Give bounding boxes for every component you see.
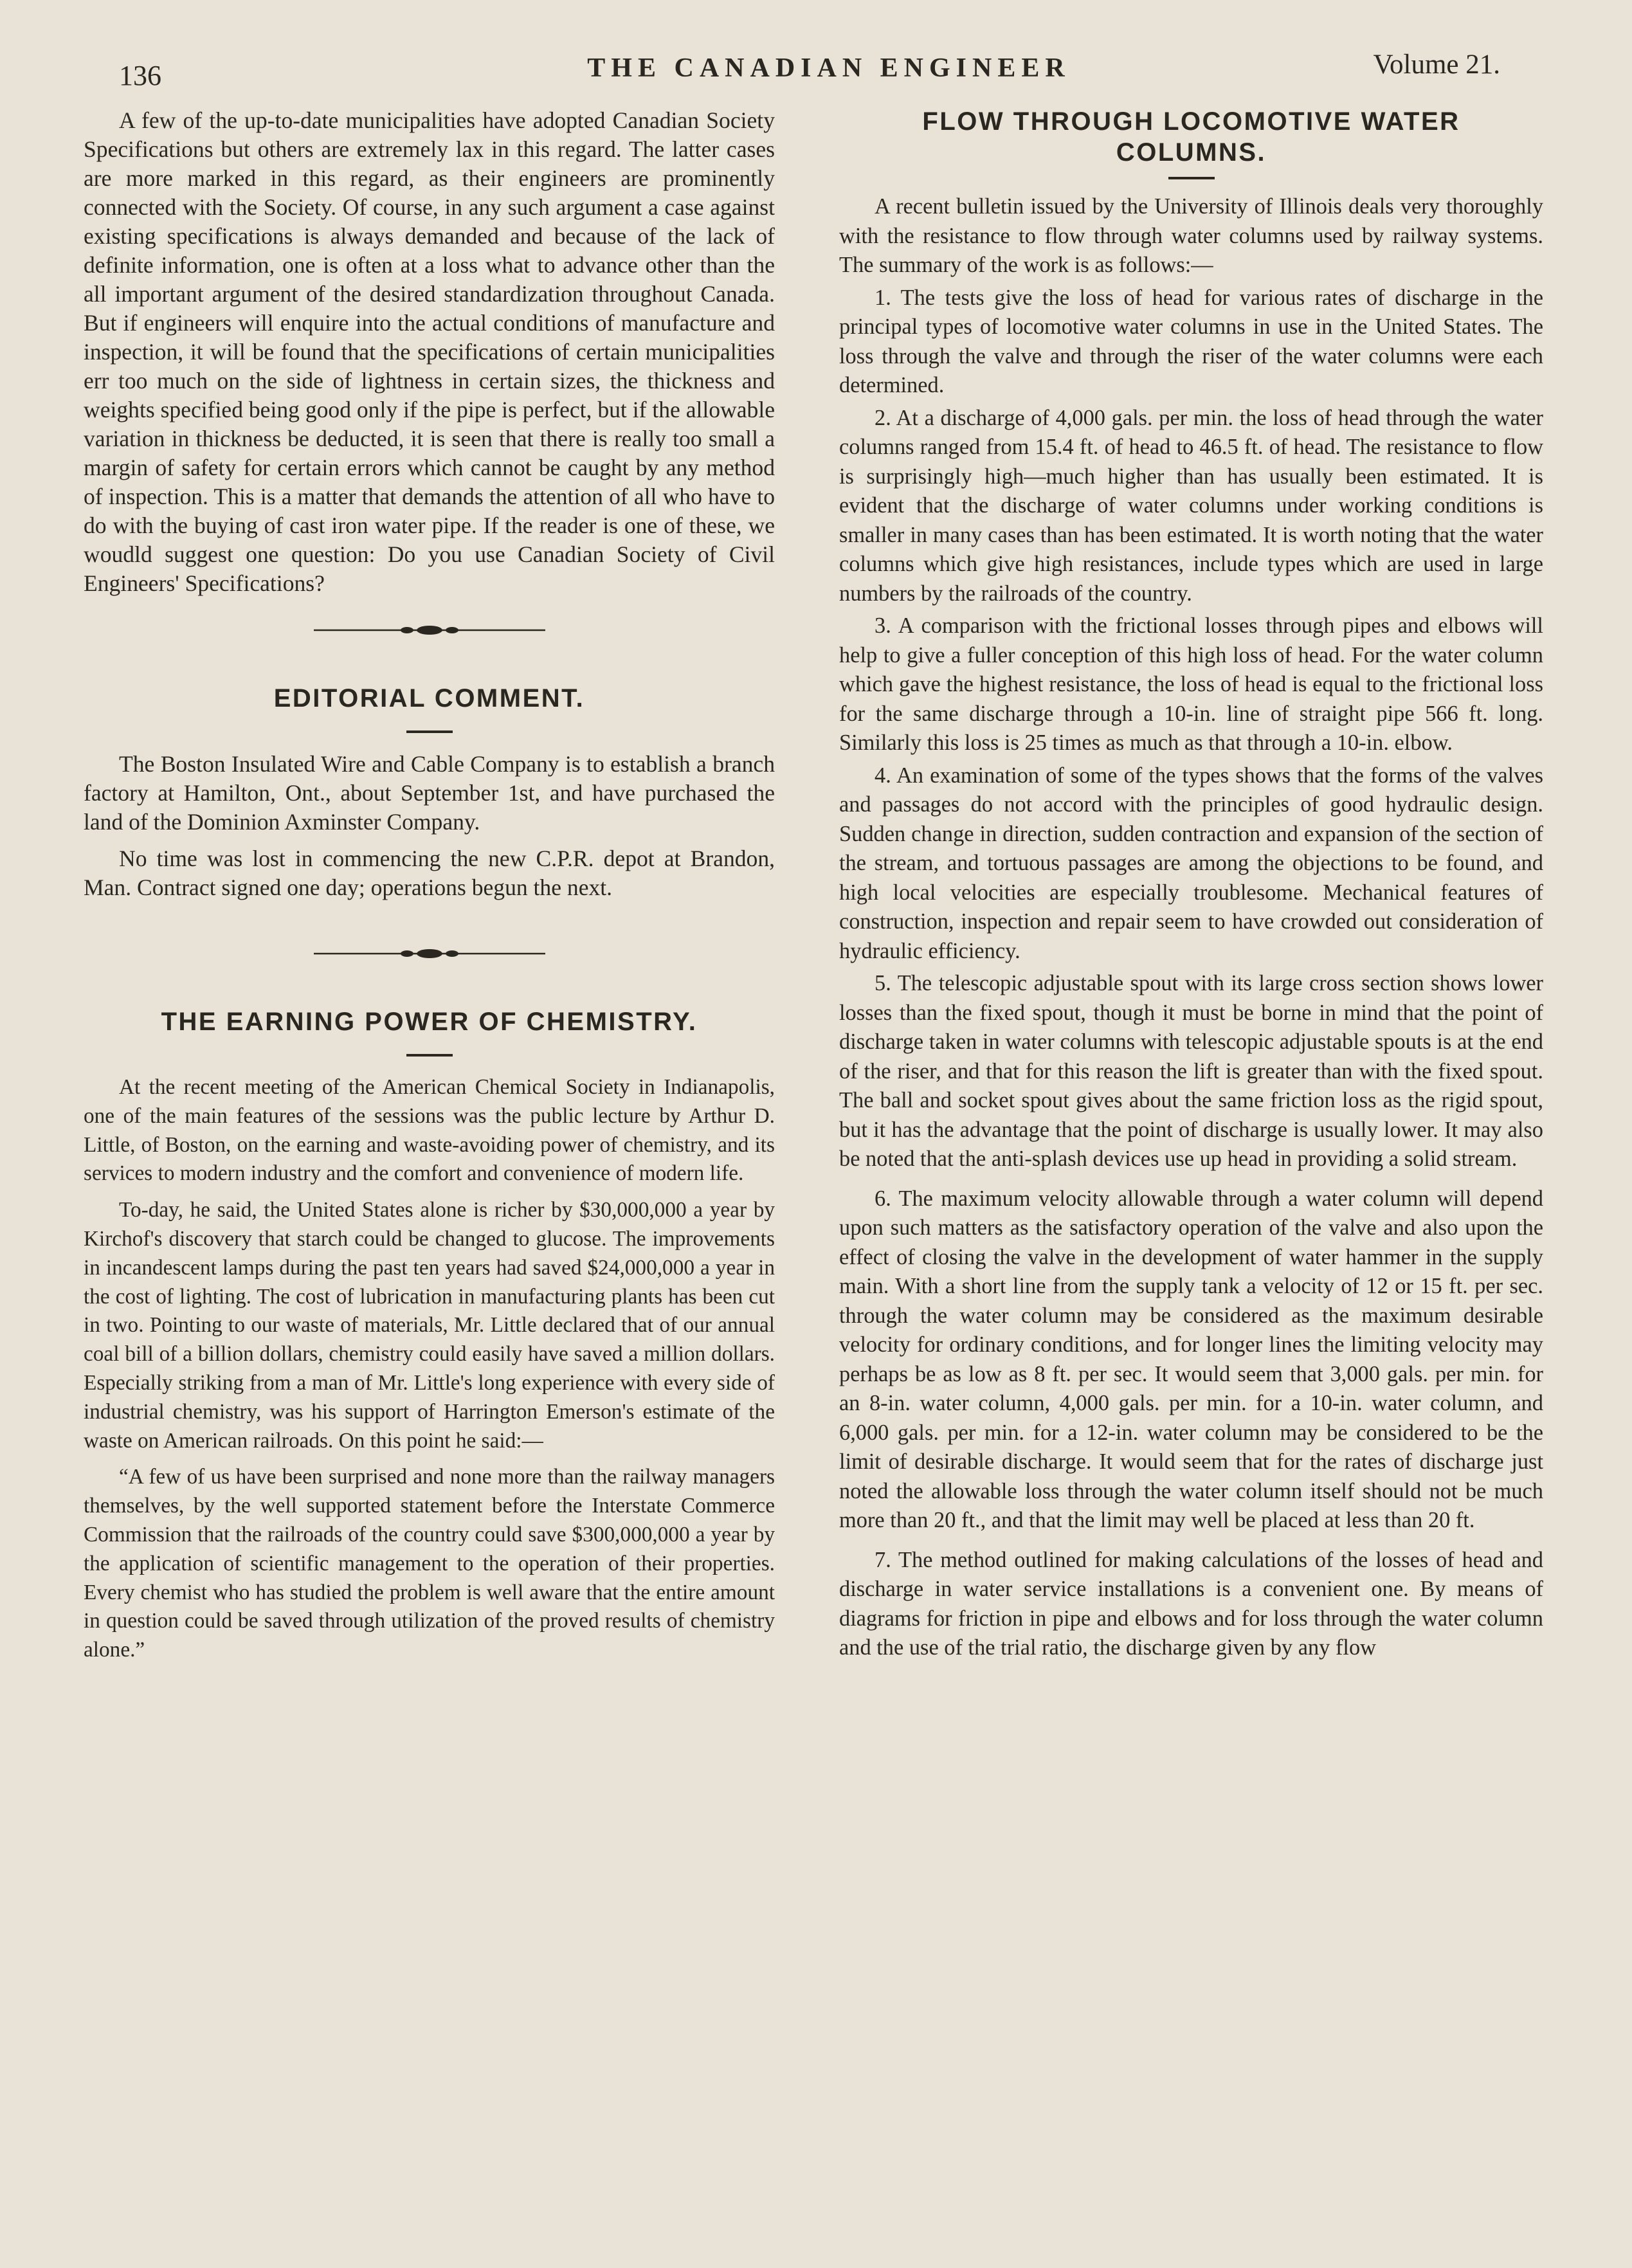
flow-paragraph: 4. An examination of some of the types shows that the forms of the valves and passages do not accord with the principles of good hydraulic design. Sudden change in direction, sudden contraction and expansion of the section of the stream, and tortuous passages are among the objections to be found, and high local velocities are especially troublesome. Mechanical features of construction, inspection and repair seem to have crowded out consideration of hydraulic efficiency. xyxy=(839,763,1543,963)
section-ornament-1 xyxy=(314,624,545,637)
chemistry-quote: “A few of us have been surprised and none more than the railway managers themselves, by the well supported statement before the Interstate Commerce Commission that the railroads of the country could save $300,000,000 a year by the application of scientific management to the operation of their properties. Every chemist who has studied the problem is well aware that the entire amount in question could be saved through utilization of the proved results of chemistry alone.” xyxy=(84,1465,775,1662)
chemistry-paragraph: At the recent meeting of the American Chemical Society in Indianapolis, one of the main features of the sessions was the public lecture by Arthur D. Little, of Boston, on the earning and waste-avoiding power of chemistry, and its services to modern industry and the comfort and convenience of modern life. xyxy=(84,1075,775,1186)
editorial-comment-heading: EDITORIAL COMMENT. xyxy=(273,684,585,712)
chemistry-article xyxy=(84,1073,775,1665)
flow-paragraph: A recent bulletin issued by the University of Illinois deals very thoroughly with the resistance to flow through water columns used by railway systems. The summary of the work is as follows:— xyxy=(839,194,1543,277)
chemistry-paragraph: To-day, he said, the United States alone is richer by $30,000,000 a year by Kirchof's discovery that starch could be changed to glucose. The improvements in incandescent lamps during the past ten years had saved $24,000,000 a year in the cost of lighting. The cost of lubrication in manufacturing plants has been cut in two. Pointing to our waste of materials, Mr. Little declared that of our annual coal bill of a billion dollars, chemistry could easily have saved a million dollars. Especially striking from a man of Mr. Little's long experience with every side of industrial chemistry, was his support of Harrington Emerson's estimate of the waste on American railroads. On this point he said:— xyxy=(84,1198,775,1453)
flow-paragraph: 1. The tests give the loss of head for various rates of discharge in the principal types of locomotive water columns in use in the United States. The loss through the valve and through the riser of the water columns were each determined. xyxy=(839,285,1543,397)
section-ornament-2 xyxy=(314,947,545,960)
flow-paragraph: 2. At a discharge of 4,000 gals. per min. the loss of head through the water columns ranged from 15.4 ft. of head to 46.5 ft. of head. The resistance to flow is surprisingly high—much higher than has usually been estimated. It is evident that the discharge of water columns under working conditions is smaller in many cases than has been estimated. It is worth noting that the water columns which give high resistances, include types which are used in large numbers by the railroads of the country. xyxy=(839,405,1543,606)
volume-label: Volume 21. xyxy=(1373,50,1500,80)
right-column xyxy=(839,106,1543,1663)
left-column xyxy=(84,106,775,1665)
page-number: 136 xyxy=(119,60,161,91)
heading-rule xyxy=(1168,177,1215,179)
editorial-paragraph: No time was lost in commencing the new C.P.R. depot at Brandon, Man. Contract signed one day; operations begun the next. xyxy=(84,846,775,900)
flow-paragraph: 3. A comparison with the frictional losses through pipes and elbows will help to give a fuller conception of this high loss of head. For the water column which gave the highest resistance, the loss of head is equal to the frictional loss for the same discharge through a 10-in. line of straight pipe 566 ft. long. Similarly this loss is 25 times as much as that through a 10-in. elbow. xyxy=(839,613,1543,755)
journal-title: THE CANADIAN ENGINEER xyxy=(587,53,1071,83)
running-header xyxy=(84,45,1561,103)
heading-rule xyxy=(406,730,453,733)
flow-paragraph: 6. The maximum velocity allowable through a water column will depend upon such matters as the satisfactory operation of the valve and also upon the effect of closing the valve in the development of water hammer in the supply main. With a short line from the supply tank a velocity of 12 or 15 ft. per sec. through the water column may be considered as the maximum desirable velocity for ordinary conditions, and for longer lines the limiting velocity may perhaps be as low as 8 ft. per sec. It would seem that 3,000 gals. per min. for an 8-in. water column, 4,000 gals. per min. for a 10-in. water column, and 6,000 gals. per min. for a 12-in. water column may be considered to be the limit of desirable discharge. It would seem that for the rates of discharge just noted the allowable loss through the water column itself should not be much more than 20 ft., and that the limit may well be placed at less than 20 ft. xyxy=(839,1186,1543,1532)
pipe-specifications-paragraph: A few of the up-to-date municipalities have adopted Canadian Society Specifications but others are extremely lax in this regard. The latter cases are more marked in this regard, as their engineers are prominently connected with the Society. Of course, in any such argument a case against existing specifications is always demanded and because of the lack of definite information, one is often at a loss what to advance other than the all important argument of the desired standardization throughout Canada. But if engineers will enquire into the actual conditions of manufacture and inspection, it will be found that the specifications of certain municipalities err too much on the side of lightness in certain sizes, the thickness and weights specified being good only if the pipe is perfect, but if the allowable variation in thickness be deducted, it is seen that there is really too small a margin of safety for certain errors which cannot be caught by any method of inspection. This is a matter that demands the attention of all who have to do with the buying of cast iron water pipe. If the reader is one of these, we woudld suggest one question: Do you use Canadian Society of Civil Engineers' Specifications? xyxy=(84,107,775,596)
flow-paragraph: 5. The telescopic adjustable spout with its large cross section shows lower losses than the fixed spout, though it must be borne in mind that the point of discharge taken in water columns with telescopic adjustable spouts is at the end of the riser, and that for this reason the lift is greater than with the fixed spout. The ball and socket spout gives about the same friction loss as the rigid spout, but it has the advantage that the point of discharge is usually lower. It may also be noted that the anti-splash devices use up head in providing a solid stream. xyxy=(839,971,1543,1171)
editorial-paragraph: The Boston Insulated Wire and Cable Company is to establish a branch factory at Hamilton, Ont., about September 1st, and have purchased the land of the Dominion Axminster Company. xyxy=(84,751,775,835)
chemistry-heading: THE EARNING POWER OF CHEMISTRY. xyxy=(161,1008,698,1036)
heading-rule xyxy=(406,1054,453,1057)
flow-article-heading: FLOW THROUGH LOCOMOTIVE WATER COLUMNS. xyxy=(922,107,1460,167)
flow-paragraph: 7. The method outlined for making calculations of the losses of head and discharge in water service installations is a convenient one. By means of diagrams for friction in pipe and elbows and for loss through the water column and the use of the trial ratio, the discharge given by any flow xyxy=(839,1547,1543,1660)
